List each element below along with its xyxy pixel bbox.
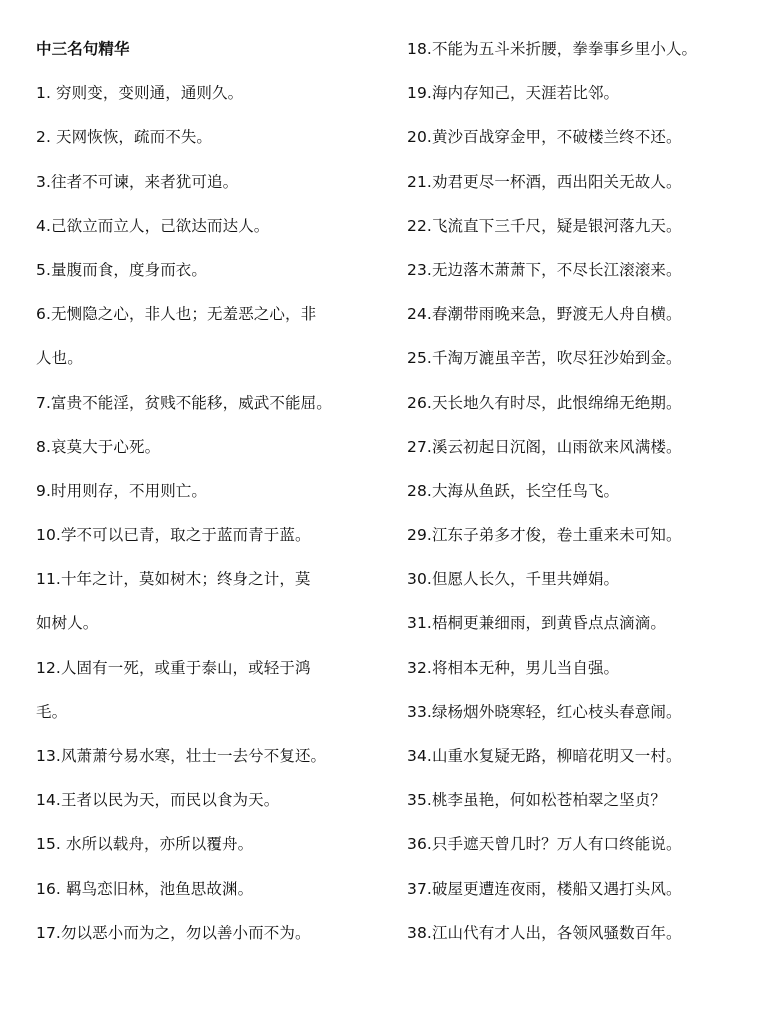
quote-line: 10.学不可以已青，取之于蓝而青于蓝。 [36,526,311,545]
quote-line: 32.将相本无种，男儿当自强。 [407,658,620,677]
quote-line: 34.山重水复疑无路，柳暗花明又一村。 [407,747,682,765]
quote-line: 13.风萧萧兮易水寒，壮士一去兮不复还。 [36,747,327,765]
right-column [407,33,757,961]
quote-line: 38.江山代有才人出，各领风骚数百年。 [407,923,682,942]
quote-line: 29.江东子弟多才俊，卷土重来未可知。 [407,526,682,545]
quote-line: 33.绿杨烟外晓寒轻，红心枝头春意闹。 [407,702,682,721]
quote-line: 37.破屋更遭连夜雨，楼船又遇打头风。 [407,879,682,898]
quote-line: 5.量腹而食，度身而衣。 [36,260,207,279]
quote-line: 14.王者以民为天，而民以食为天。 [36,791,280,810]
quote-line: 35.桃李虽艳，何如松苍柏翠之坚贞？ [407,791,666,810]
quote-line: 21.劝君更尽一杯酒，西出阳关无故人。 [407,172,682,191]
quote-line: 26.天长地久有时尽，此恨绵绵无绝期。 [407,393,682,412]
quote-line: 18.不能为五斗米折腰，拳拳事乡里小人。 [407,40,698,58]
quote-line: 8.哀莫大于心死。 [36,437,161,456]
quote-line: 16. 羁鸟恋旧林，池鱼思故渊。 [36,879,254,898]
quote-line: 15. 水所以载舟，亦所以覆舟。 [36,835,254,854]
quote-line: 20.黄沙百战穿金甲，不破楼兰终不还。 [407,128,682,147]
quote-line: 11.十年之计，莫如树木；终身之计，莫 [36,570,311,589]
quote-line: 30.但愿人长久，千里共婵娟。 [407,570,620,589]
quote-line: 毛。 [36,702,68,721]
quote-line: 23.无边落木萧萧下，不尽长江滚滚来。 [407,260,682,279]
quote-line: 1. 穷则变，变则通，通则久。 [36,84,244,103]
quote-line: 27.溪云初起日沉阁，山雨欲来风满楼。 [407,437,682,456]
quote-line: 12.人固有一死，或重于泰山，或轻于鸿 [36,658,311,677]
quote-line: 人也。 [36,349,83,368]
quote-line: 22.飞流直下三千尺，疑是银河落九天。 [407,216,682,235]
quote-line: 2. 天网恢恢，疏而不失。 [36,128,213,147]
quote-line: 7.富贵不能淫，贫贱不能移，威武不能屈。 [36,393,332,412]
quote-line: 25.千淘万漉虽辛苦，吹尽狂沙始到金。 [407,349,682,368]
quote-line: 19.海内存知己，天涯若比邻。 [407,84,620,103]
quote-line: 17.勿以恶小而为之，勿以善小而不为。 [36,923,311,942]
quote-line: 如树人。 [36,614,99,633]
quote-line: 31.梧桐更兼细雨，到黄昏点点滴滴。 [407,614,666,633]
quote-line: 3.往者不可谏，来者犹可追。 [36,172,239,191]
quote-line: 6.无恻隐之心，非人也；无羞恶之心，非 [36,305,317,324]
quote-line: 4.己欲立而立人，己欲达而达人。 [36,216,270,235]
page-title: 中三名句精华 [36,40,130,58]
quote-line: 9.时用则存，不用则亡。 [36,481,207,500]
quote-line: 28.大海从鱼跃，长空任鸟飞。 [407,481,620,500]
quote-line: 24.春潮带雨晚来急，野渡无人舟自横。 [407,305,682,324]
quote-line: 36.只手遮天曾几时？万人有口终能说。 [407,835,682,854]
left-column [36,33,366,961]
